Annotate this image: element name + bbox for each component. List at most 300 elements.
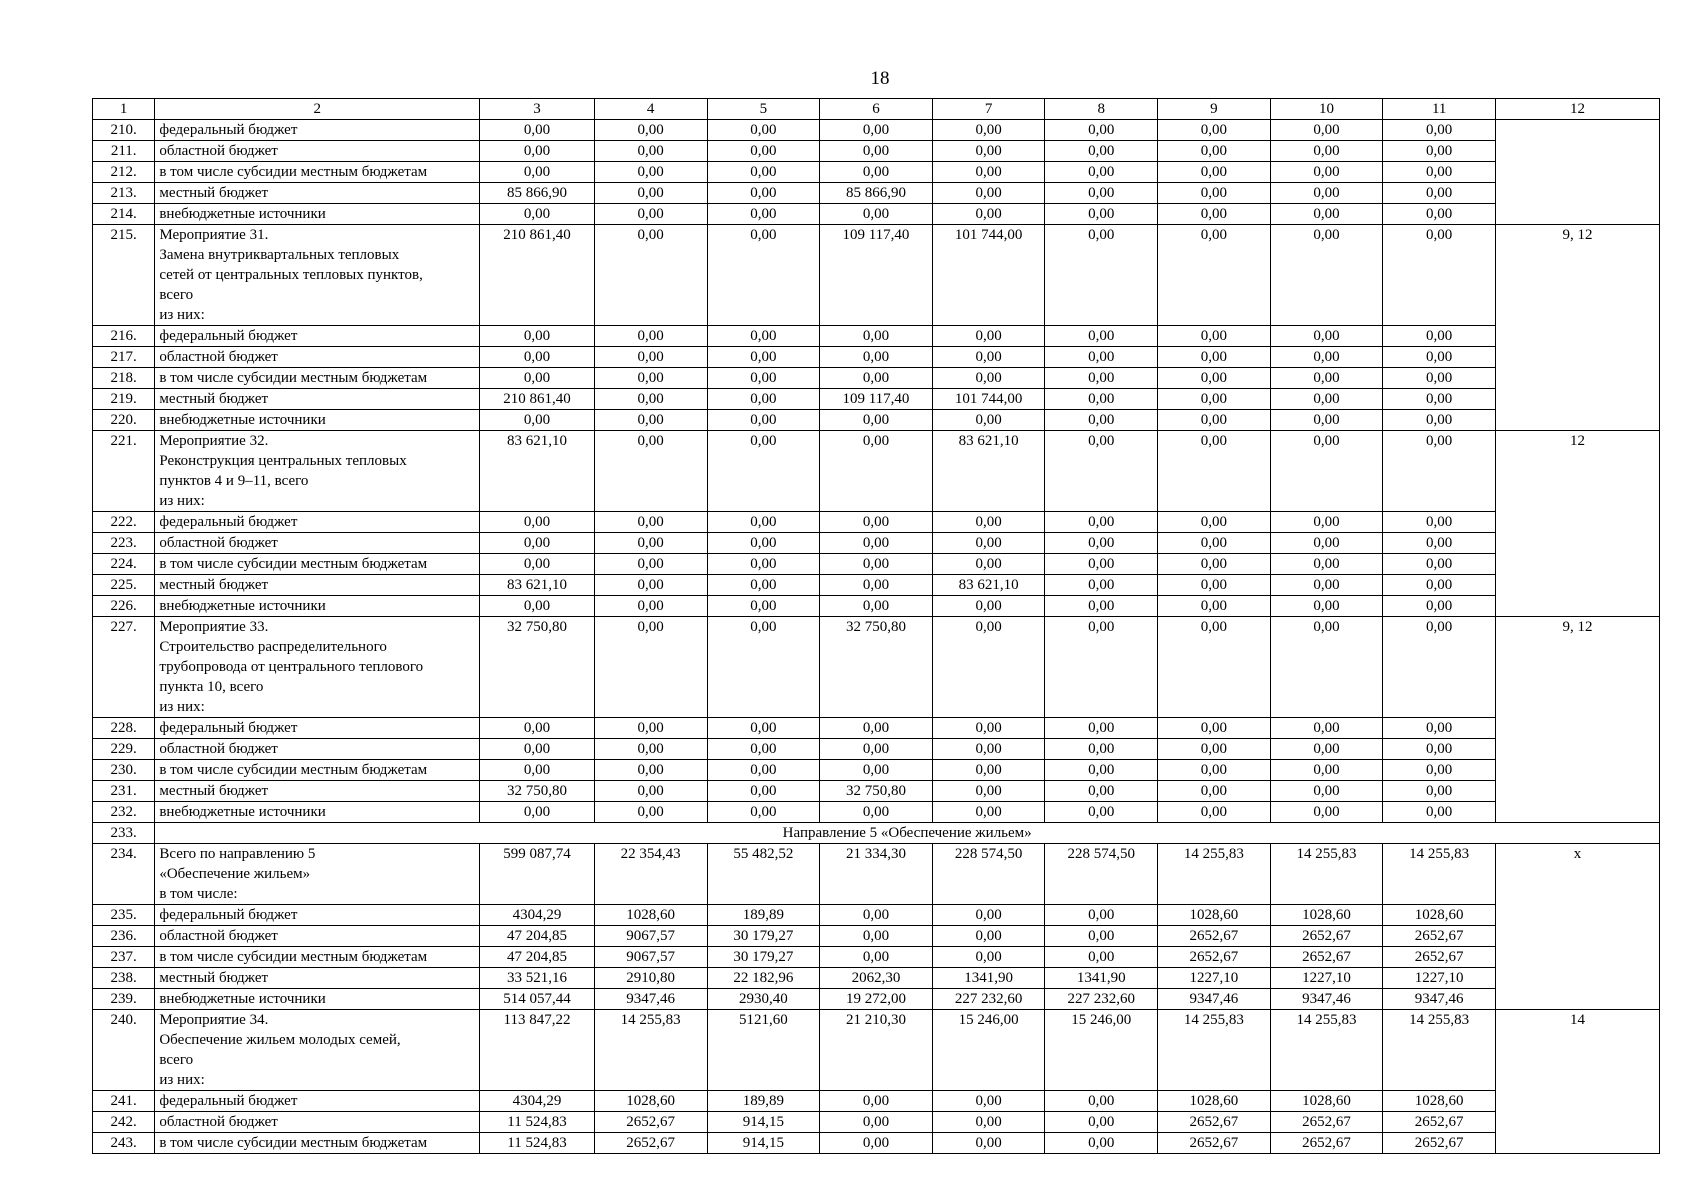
row-name: [155, 1133, 480, 1154]
value-col-10: 0,00: [1270, 389, 1383, 410]
row-name: [155, 617, 480, 718]
value-col-9: 0,00: [1158, 225, 1271, 326]
value-col-11: 2652,67: [1383, 1133, 1496, 1154]
value-col-8: 228 574,50: [1045, 844, 1158, 905]
row-name: [155, 968, 480, 989]
row-name-line: внебюджетные источники: [159, 991, 326, 1007]
value-col-6: 0,00: [820, 512, 933, 533]
row-number: 232.: [93, 802, 155, 823]
row-name-line: Мероприятие 32.: [159, 433, 269, 449]
row-name-line: в том числе субсидии местным бюджетам: [159, 762, 428, 778]
value-col-4: 2652,67: [594, 1133, 707, 1154]
value-col-8: 0,00: [1045, 739, 1158, 760]
value-col-9: 0,00: [1158, 326, 1271, 347]
value-col-10: 0,00: [1270, 596, 1383, 617]
table-row: [93, 225, 1660, 326]
value-col-7: 0,00: [932, 947, 1045, 968]
value-col-10: 0,00: [1270, 802, 1383, 823]
value-col-11: 0,00: [1383, 347, 1496, 368]
value-col-7: 83 621,10: [932, 575, 1045, 596]
row-name-line: в том числе субсидии местным бюджетам: [159, 164, 428, 180]
row-name: [155, 141, 480, 162]
value-col-11: 0,00: [1383, 596, 1496, 617]
row-name-line: Обеспечение жильем молодых семей,: [159, 1032, 401, 1048]
row-name-line: из них:: [159, 307, 205, 323]
table-row: [93, 120, 1660, 141]
value-col-10: 1227,10: [1270, 968, 1383, 989]
value-col-6: 0,00: [820, 431, 933, 512]
value-col-11: 0,00: [1383, 225, 1496, 326]
row-name-line: федеральный бюджет: [159, 720, 298, 736]
value-col-6: 0,00: [820, 718, 933, 739]
value-col-4: 9067,57: [594, 947, 707, 968]
value-col-7: 0,00: [932, 1133, 1045, 1154]
value-col-3: 210 861,40: [480, 389, 595, 410]
row-name-line: сетей от центральных тепловых пунктов,: [159, 267, 423, 283]
row-name-line: внебюджетные источники: [159, 412, 326, 428]
row-name-line: областной бюджет: [159, 741, 278, 757]
value-col-10: 2652,67: [1270, 1133, 1383, 1154]
row-number: 216.: [93, 326, 155, 347]
value-col-9: 0,00: [1158, 575, 1271, 596]
value-col-7: 0,00: [932, 905, 1045, 926]
table-row: [93, 162, 1660, 183]
row-name: [155, 554, 480, 575]
table-row: [93, 347, 1660, 368]
value-col-7: 0,00: [932, 533, 1045, 554]
value-col-4: 2910,80: [594, 968, 707, 989]
value-col-11: 0,00: [1383, 204, 1496, 225]
value-col-8: 0,00: [1045, 596, 1158, 617]
value-col-3: 47 204,85: [480, 926, 595, 947]
value-col-3: 83 621,10: [480, 431, 595, 512]
row-name-line: всего: [159, 1052, 194, 1068]
value-col-11: 0,00: [1383, 512, 1496, 533]
row-name-line: внебюджетные источники: [159, 206, 326, 222]
value-col-7: 15 246,00: [932, 1010, 1045, 1091]
value-col-3: 33 521,16: [480, 968, 595, 989]
value-col-3: 85 866,90: [480, 183, 595, 204]
value-col-9: 0,00: [1158, 347, 1271, 368]
row-name-line: областной бюджет: [159, 143, 278, 159]
row-name-line: Замена внутриквартальных тепловых: [159, 247, 400, 263]
value-col-4: 2652,67: [594, 1112, 707, 1133]
row-number: 229.: [93, 739, 155, 760]
value-col-8: 0,00: [1045, 781, 1158, 802]
value-col-3: 4304,29: [480, 905, 595, 926]
value-col-5: 914,15: [707, 1133, 820, 1154]
value-col-8: 0,00: [1045, 1112, 1158, 1133]
value-col-7: 0,00: [932, 617, 1045, 718]
value-col-7: 228 574,50: [932, 844, 1045, 905]
value-col-3: 0,00: [480, 410, 595, 431]
value-col-5: 0,00: [707, 204, 820, 225]
row-number: 215.: [93, 225, 155, 326]
value-col-5: 0,00: [707, 533, 820, 554]
value-col-8: 0,00: [1045, 225, 1158, 326]
value-col-9: 0,00: [1158, 431, 1271, 512]
value-col-3: 0,00: [480, 347, 595, 368]
header-cell-10: 10: [1270, 99, 1383, 120]
value-col-8: 0,00: [1045, 326, 1158, 347]
value-col-9: 0,00: [1158, 162, 1271, 183]
row-name-line: местный бюджет: [159, 970, 269, 986]
row-name: [155, 802, 480, 823]
value-col-10: 0,00: [1270, 431, 1383, 512]
row-number: 227.: [93, 617, 155, 718]
value-col-9: 1227,10: [1158, 968, 1271, 989]
value-col-6: 32 750,80: [820, 781, 933, 802]
value-col-4: 0,00: [594, 781, 707, 802]
value-col-6: 0,00: [820, 596, 933, 617]
value-col-11: 0,00: [1383, 554, 1496, 575]
value-col-11: 0,00: [1383, 326, 1496, 347]
value-col-11: 1227,10: [1383, 968, 1496, 989]
col12-reference: 14: [1495, 1010, 1659, 1154]
value-col-6: 0,00: [820, 204, 933, 225]
value-col-4: 1028,60: [594, 1091, 707, 1112]
table-row: [93, 1091, 1660, 1112]
value-col-8: 0,00: [1045, 947, 1158, 968]
value-col-4: 0,00: [594, 512, 707, 533]
row-name: [155, 120, 480, 141]
value-col-9: 2652,67: [1158, 1112, 1271, 1133]
value-col-5: 55 482,52: [707, 844, 820, 905]
row-number: 242.: [93, 1112, 155, 1133]
row-name: [155, 947, 480, 968]
value-col-4: 9347,46: [594, 989, 707, 1010]
value-col-11: 0,00: [1383, 760, 1496, 781]
value-col-7: 0,00: [932, 802, 1045, 823]
row-number: 212.: [93, 162, 155, 183]
table-row: [93, 431, 1660, 512]
row-name: [155, 410, 480, 431]
value-col-7: 0,00: [932, 347, 1045, 368]
value-col-7: 101 744,00: [932, 389, 1045, 410]
value-col-5: 0,00: [707, 410, 820, 431]
col12-reference: 9, 12: [1495, 225, 1659, 431]
table-row: [93, 410, 1660, 431]
row-name: [155, 183, 480, 204]
value-col-8: 0,00: [1045, 120, 1158, 141]
value-col-7: 101 744,00: [932, 225, 1045, 326]
table-row: [93, 575, 1660, 596]
value-col-3: 4304,29: [480, 1091, 595, 1112]
value-col-9: 2652,67: [1158, 926, 1271, 947]
value-col-9: 0,00: [1158, 389, 1271, 410]
row-name: [155, 781, 480, 802]
col12-reference: [1495, 120, 1659, 225]
value-col-4: 0,00: [594, 718, 707, 739]
value-col-9: 0,00: [1158, 512, 1271, 533]
row-name-line: областной бюджет: [159, 535, 278, 551]
row-name: [155, 204, 480, 225]
header-cell-9: 9: [1158, 99, 1271, 120]
row-number: 233.: [93, 823, 155, 844]
value-col-4: 0,00: [594, 204, 707, 225]
value-col-11: 1028,60: [1383, 1091, 1496, 1112]
row-name: [155, 512, 480, 533]
value-col-3: 0,00: [480, 718, 595, 739]
row-name-line: федеральный бюджет: [159, 122, 298, 138]
value-col-5: 2930,40: [707, 989, 820, 1010]
value-col-8: 0,00: [1045, 183, 1158, 204]
value-col-10: 0,00: [1270, 617, 1383, 718]
value-col-4: 0,00: [594, 802, 707, 823]
row-name: [155, 368, 480, 389]
value-col-7: 0,00: [932, 326, 1045, 347]
value-col-4: 22 354,43: [594, 844, 707, 905]
row-number: 230.: [93, 760, 155, 781]
row-name-line: федеральный бюджет: [159, 907, 298, 923]
table-row: [93, 554, 1660, 575]
table-row: [93, 989, 1660, 1010]
row-number: 220.: [93, 410, 155, 431]
value-col-9: 0,00: [1158, 204, 1271, 225]
table-row: [93, 1112, 1660, 1133]
table-row: [93, 844, 1660, 905]
row-name-line: из них:: [159, 493, 205, 509]
value-col-5: 0,00: [707, 718, 820, 739]
value-col-9: 0,00: [1158, 596, 1271, 617]
row-name: [155, 389, 480, 410]
value-col-6: 0,00: [820, 575, 933, 596]
value-col-4: 0,00: [594, 431, 707, 512]
row-name-line: в том числе субсидии местным бюджетам: [159, 1135, 428, 1151]
value-col-9: 2652,67: [1158, 947, 1271, 968]
row-number: 239.: [93, 989, 155, 1010]
row-name-line: пунктов 4 и 9–11, всего: [159, 473, 309, 489]
value-col-7: 0,00: [932, 183, 1045, 204]
value-col-9: 0,00: [1158, 554, 1271, 575]
table-row: [93, 968, 1660, 989]
value-col-4: 0,00: [594, 617, 707, 718]
value-col-6: 0,00: [820, 554, 933, 575]
value-col-5: 0,00: [707, 802, 820, 823]
row-name-line: всего: [159, 287, 194, 303]
value-col-3: 0,00: [480, 554, 595, 575]
value-col-6: 0,00: [820, 347, 933, 368]
value-col-3: 0,00: [480, 141, 595, 162]
value-col-5: 30 179,27: [707, 926, 820, 947]
value-col-5: 0,00: [707, 162, 820, 183]
table-row: [93, 512, 1660, 533]
value-col-9: 0,00: [1158, 617, 1271, 718]
value-col-6: 0,00: [820, 905, 933, 926]
value-col-11: 14 255,83: [1383, 1010, 1496, 1091]
table-row: [93, 947, 1660, 968]
header-cell-5: 5: [707, 99, 820, 120]
value-col-7: 0,00: [932, 410, 1045, 431]
header-cell-4: 4: [594, 99, 707, 120]
value-col-3: 47 204,85: [480, 947, 595, 968]
value-col-7: 0,00: [932, 781, 1045, 802]
table-row: [93, 802, 1660, 823]
table-row: [93, 926, 1660, 947]
value-col-9: 0,00: [1158, 533, 1271, 554]
value-col-7: 0,00: [932, 204, 1045, 225]
header-cell-8: 8: [1045, 99, 1158, 120]
value-col-10: 0,00: [1270, 410, 1383, 431]
value-col-3: 0,00: [480, 368, 595, 389]
row-name: [155, 162, 480, 183]
value-col-4: 9067,57: [594, 926, 707, 947]
row-name: [155, 760, 480, 781]
row-number: 221.: [93, 431, 155, 512]
value-col-7: 1341,90: [932, 968, 1045, 989]
row-name: [155, 225, 480, 326]
row-name-line: Мероприятие 31.: [159, 227, 269, 243]
col12-reference: x: [1495, 844, 1659, 1010]
value-col-9: 0,00: [1158, 802, 1271, 823]
table-row: [93, 1133, 1660, 1154]
value-col-5: 914,15: [707, 1112, 820, 1133]
value-col-6: 0,00: [820, 802, 933, 823]
value-col-11: 0,00: [1383, 368, 1496, 389]
value-col-5: 0,00: [707, 368, 820, 389]
value-col-10: 0,00: [1270, 368, 1383, 389]
row-number: 211.: [93, 141, 155, 162]
value-col-6: 0,00: [820, 368, 933, 389]
value-col-10: 0,00: [1270, 760, 1383, 781]
value-col-6: 0,00: [820, 760, 933, 781]
value-col-5: 189,89: [707, 905, 820, 926]
row-name: [155, 431, 480, 512]
row-number: 243.: [93, 1133, 155, 1154]
row-name: [155, 1010, 480, 1091]
row-name: [155, 739, 480, 760]
table-header-row: [93, 99, 1660, 120]
value-col-4: 0,00: [594, 368, 707, 389]
value-col-8: 0,00: [1045, 162, 1158, 183]
value-col-10: 0,00: [1270, 225, 1383, 326]
row-number: 222.: [93, 512, 155, 533]
value-col-7: 0,00: [932, 368, 1045, 389]
value-col-8: 0,00: [1045, 368, 1158, 389]
row-number: 234.: [93, 844, 155, 905]
value-col-4: 0,00: [594, 120, 707, 141]
header-cell-6: 6: [820, 99, 933, 120]
value-col-8: 0,00: [1045, 389, 1158, 410]
value-col-6: 21 210,30: [820, 1010, 933, 1091]
value-col-11: 9347,46: [1383, 989, 1496, 1010]
value-col-11: 0,00: [1383, 431, 1496, 512]
value-col-6: 109 117,40: [820, 225, 933, 326]
value-col-5: 30 179,27: [707, 947, 820, 968]
row-number: 214.: [93, 204, 155, 225]
value-col-10: 0,00: [1270, 120, 1383, 141]
value-col-7: 0,00: [932, 1091, 1045, 1112]
value-col-11: 2652,67: [1383, 926, 1496, 947]
value-col-7: 0,00: [932, 718, 1045, 739]
value-col-4: 0,00: [594, 141, 707, 162]
value-col-5: 0,00: [707, 575, 820, 596]
value-col-8: 0,00: [1045, 617, 1158, 718]
value-col-5: 0,00: [707, 554, 820, 575]
value-col-3: 83 621,10: [480, 575, 595, 596]
row-name-line: в том числе субсидии местным бюджетам: [159, 370, 428, 386]
row-name-line: Реконструкция центральных тепловых: [159, 453, 407, 469]
value-col-7: 0,00: [932, 760, 1045, 781]
value-col-10: 14 255,83: [1270, 1010, 1383, 1091]
row-name: [155, 844, 480, 905]
value-col-10: 0,00: [1270, 533, 1383, 554]
value-col-10: 1028,60: [1270, 905, 1383, 926]
value-col-11: 0,00: [1383, 781, 1496, 802]
value-col-3: 0,00: [480, 802, 595, 823]
value-col-7: 0,00: [932, 554, 1045, 575]
table-row: [93, 718, 1660, 739]
value-col-9: 0,00: [1158, 760, 1271, 781]
value-col-11: 0,00: [1383, 575, 1496, 596]
value-col-9: 2652,67: [1158, 1133, 1271, 1154]
value-col-7: 0,00: [932, 512, 1045, 533]
value-col-7: 0,00: [932, 739, 1045, 760]
value-col-5: 0,00: [707, 120, 820, 141]
value-col-10: 0,00: [1270, 347, 1383, 368]
row-name: [155, 718, 480, 739]
value-col-10: 14 255,83: [1270, 844, 1383, 905]
value-col-6: 0,00: [820, 739, 933, 760]
value-col-7: 83 621,10: [932, 431, 1045, 512]
row-number: 213.: [93, 183, 155, 204]
row-name-line: пункта 10, всего: [159, 679, 264, 695]
col12-reference: 12: [1495, 431, 1659, 617]
table-row: [93, 533, 1660, 554]
value-col-9: 0,00: [1158, 120, 1271, 141]
value-col-11: 0,00: [1383, 718, 1496, 739]
header-cell-2: 2: [155, 99, 480, 120]
value-col-5: 0,00: [707, 141, 820, 162]
value-col-4: 0,00: [594, 162, 707, 183]
value-col-5: 22 182,96: [707, 968, 820, 989]
value-col-7: 0,00: [932, 926, 1045, 947]
table-row: [93, 1010, 1660, 1091]
direction-title: Направление 5 «Обеспечение жильем»: [155, 823, 1660, 844]
header-cell-1: 1: [93, 99, 155, 120]
value-col-4: 0,00: [594, 760, 707, 781]
value-col-7: 0,00: [932, 1112, 1045, 1133]
value-col-10: 1028,60: [1270, 1091, 1383, 1112]
value-col-11: 0,00: [1383, 389, 1496, 410]
table-row: [93, 823, 1660, 844]
row-number: 238.: [93, 968, 155, 989]
value-col-9: 0,00: [1158, 141, 1271, 162]
row-number: 226.: [93, 596, 155, 617]
value-col-6: 0,00: [820, 410, 933, 431]
value-col-11: 14 255,83: [1383, 844, 1496, 905]
row-name-line: Мероприятие 33.: [159, 619, 269, 635]
header-cell-3: 3: [480, 99, 595, 120]
row-name: [155, 905, 480, 926]
value-col-11: 0,00: [1383, 183, 1496, 204]
table-row: [93, 183, 1660, 204]
value-col-5: 0,00: [707, 225, 820, 326]
row-name: [155, 575, 480, 596]
value-col-8: 0,00: [1045, 905, 1158, 926]
value-col-6: 0,00: [820, 1091, 933, 1112]
value-col-9: 0,00: [1158, 781, 1271, 802]
value-col-11: 2652,67: [1383, 947, 1496, 968]
row-name: [155, 1112, 480, 1133]
value-col-11: 0,00: [1383, 120, 1496, 141]
value-col-6: 19 272,00: [820, 989, 933, 1010]
value-col-8: 0,00: [1045, 554, 1158, 575]
value-col-7: 0,00: [932, 120, 1045, 141]
value-col-6: 0,00: [820, 1112, 933, 1133]
value-col-11: 0,00: [1383, 739, 1496, 760]
row-name-line: трубопровода от центрального теплового: [159, 659, 424, 675]
